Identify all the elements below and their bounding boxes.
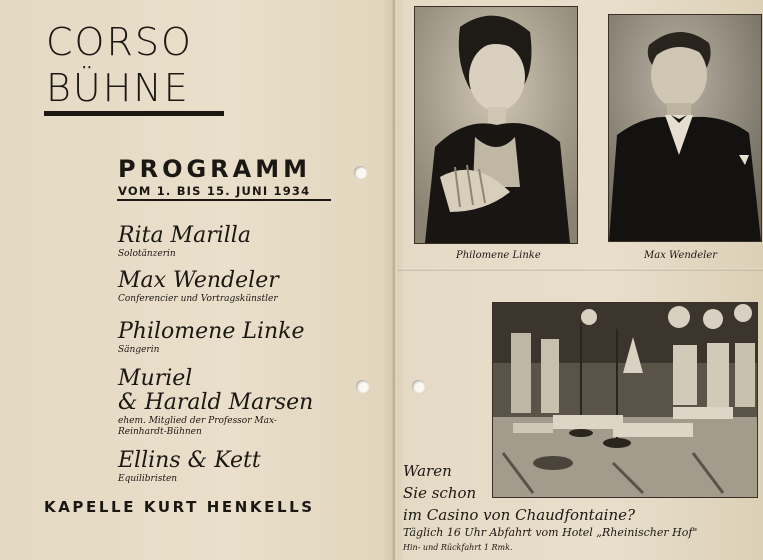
portrait-woman-image — [415, 7, 577, 243]
artist-entry — [118, 321, 305, 356]
artist-role: Solotänzerin — [118, 249, 176, 259]
portrait-photo-max — [608, 14, 762, 242]
portrait-man-image — [609, 15, 761, 241]
artist-role: Equilibristen — [118, 474, 178, 484]
artist-entry — [118, 270, 279, 305]
title-buehne: BÜHNE — [46, 66, 190, 110]
artist-name: & Harald Marsen — [118, 390, 314, 415]
casino-line: im Casino von Chaudfontaine? — [403, 506, 636, 524]
photo-caption: Philomene Linke — [456, 250, 541, 261]
punch-hole — [356, 380, 369, 393]
artist-name: Philomene Linke — [118, 319, 305, 344]
title-corso: CORSO — [46, 20, 193, 64]
artist-name: Ellins & Kett — [118, 448, 261, 473]
artist-entry — [118, 368, 313, 438]
horizontal-fold — [398, 268, 763, 271]
artist-role: ehem. Mitglied der Professor Max- — [118, 416, 277, 426]
casino-line: Sie schon — [403, 484, 477, 502]
artist-role: Conferencier und Vortragskünstler — [118, 294, 278, 304]
artist-name: Muriel — [118, 366, 193, 391]
artist-entry — [118, 225, 251, 260]
artist-role: Reinhardt-Bühnen — [118, 427, 202, 437]
artist-role: Sängerin — [118, 345, 160, 355]
artist-name: Max Wendeler — [118, 268, 279, 293]
program-heading: PROGRAMM — [118, 155, 311, 183]
program-underline — [117, 199, 331, 201]
photo-caption: Max Wendeler — [644, 250, 718, 261]
casino-hall-image — [493, 303, 757, 497]
casino-interior-photo — [492, 302, 758, 498]
artist-name: Rita Marilla — [118, 223, 251, 248]
artist-entry — [118, 450, 261, 485]
casino-line: Täglich 16 Uhr Abfahrt vom Hotel „Rheinischer Hof" — [403, 526, 698, 539]
date-range: VOM 1. BIS 15. JUNI 1934 — [118, 184, 311, 198]
center-fold — [392, 0, 398, 560]
portrait-photo-philomene — [414, 6, 578, 244]
casino-line: Waren — [403, 462, 452, 480]
punch-hole — [354, 166, 367, 179]
band-name: KAPELLE KURT HENKELLS — [44, 498, 315, 516]
title-underline — [44, 111, 224, 116]
punch-hole — [412, 380, 425, 393]
casino-line: Hin- und Rückfahrt 1 Rmk. — [403, 543, 513, 552]
